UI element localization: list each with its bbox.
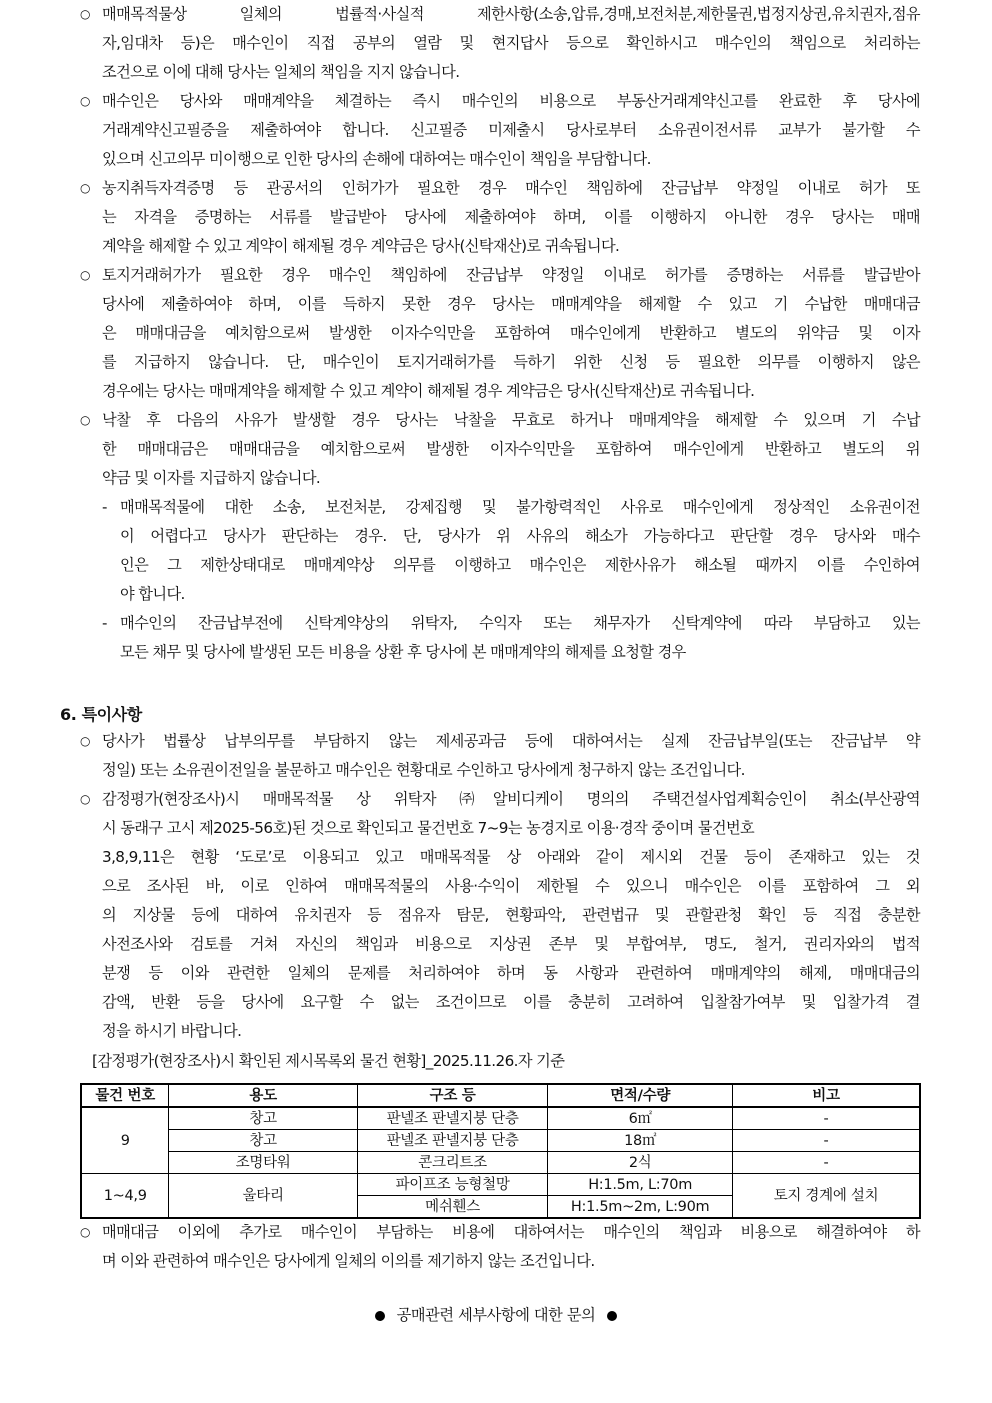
cell-area: H:1.5m~2m, L:90m — [548, 1196, 733, 1219]
header-note: 비고 — [732, 1084, 920, 1107]
condition-item-restrictions — [80, 0, 920, 87]
circle-bullet-icon: ○ — [80, 268, 90, 282]
table-row — [81, 1152, 920, 1174]
table-row — [81, 1174, 920, 1196]
extra-items-table — [80, 1083, 921, 1219]
circle-bullet-icon: ○ — [80, 734, 90, 748]
cell-area: 6㎡ — [548, 1107, 733, 1130]
text-line: 매매목적물상 일체의 법률적·사실적 제한사항(소송,압류,경매,보전처분,제한물권,법정지상권,유치권자,점유 — [102, 5, 920, 23]
text-line: 를 지급하지 않습니다. 단, 매수인이 토지거래허가를 득하기 위한 신청 등 필요한 의무를 이행하지 않은 — [102, 353, 920, 371]
text-line: 조건으로 이에 대해 당사는 일체의 책임을 지지 않습니다. — [102, 63, 460, 81]
text-line: 한 매매대금은 매매대금을 예치함으로써 발생한 이자수익만을 포함하여 매수인에게 반환하고 별도의 위 — [102, 440, 920, 458]
circle-bullet-icon: ○ — [80, 181, 90, 195]
text-line: 사전조사와 검토를 거쳐 자신의 책임과 비용으로 지상권 존부 및 부합여부, 명도, 철거, 권리자와의 법적 — [102, 935, 920, 953]
text-line: 인은 그 제한상태대로 매매계약상 의무를 이행하고 매수인은 제한사유가 해소될 때까지 이를 수인하여 — [120, 556, 920, 574]
cell-area: H:1.5m, L:70m — [548, 1174, 733, 1196]
text-line: 으로 조사된 바, 이로 인하여 매매목적물의 사용·수익이 제한될 수 있으니 매수인은 이를 포함하여 그 외 — [102, 877, 920, 895]
cell-use: 창고 — [169, 1130, 357, 1152]
inquiry-footer — [0, 1304, 992, 1325]
condition-item-land-permit — [80, 261, 920, 406]
header-area: 면적/수량 — [548, 1084, 733, 1107]
table-row — [81, 1107, 920, 1130]
condition-item-transaction-report — [80, 87, 920, 174]
text-line: 매수인은 당사와 매매계약을 체결하는 즉시 매수인의 비용으로 부동산거래계약신고를 완료한 후 당사에 — [102, 92, 920, 110]
cell-note: - — [732, 1107, 920, 1130]
circle-bullet-icon: ○ — [80, 413, 90, 427]
text-line: 며 이와 관련하여 매수인은 당사에게 일체의 이의를 제기하지 않는 조건입니다. — [102, 1252, 595, 1270]
condition-item-bid-invalidation — [80, 406, 920, 493]
section-heading: 6. 특이사항 — [60, 705, 142, 724]
text-line: 은 매매대금을 예치함으로써 발생한 이자수익만을 포함하여 매수인에게 반환하고 별도의 위약금 및 이자 — [102, 324, 920, 342]
sub-item-litigation — [102, 493, 920, 609]
cell-structure: 파이프조 능형철망 — [357, 1174, 547, 1196]
text-line: 매매대금 이외에 추가로 매수인이 부담하는 비용에 대하여서는 매수인의 책임과 비용으로 해결하여야 하 — [102, 1223, 920, 1241]
text-line: 매매목적물에 대한 소송, 보전처분, 강제집행 및 불가항력적인 사유로 매수인에게 정상적인 소유권이전 — [120, 498, 920, 516]
text-line: 는 자격을 증명하는 서류를 발급받아 당사에 제출하여야 하며, 이를 이행하지 아니한 경우 당사는 매매 — [102, 208, 920, 226]
footer-title: 공매관련 세부사항에 대한 문의 — [396, 1306, 596, 1324]
cell-area: 2식 — [548, 1152, 733, 1174]
cell-structure: 콘크리트조 — [357, 1152, 547, 1174]
text-line: 감정평가(현장조사)시 매매목적물 상 위탁자 ㈜알비디케이 명의의 주택건설사업계획승인이 취소(부산광역 — [102, 790, 920, 808]
cell-structure: 판넬조 판넬지붕 단층 — [357, 1130, 547, 1152]
condition-item-farmland-certificate — [80, 174, 920, 261]
cell-note: - — [732, 1130, 920, 1152]
text-line: 야 합니다. — [120, 585, 185, 603]
table-header-row — [81, 1084, 920, 1107]
text-line: 정일) 또는 소유권이전일을 불문하고 매수인은 현황대로 수인하고 당사에게 청구하지 않는 조건입니다. — [102, 761, 745, 779]
bullet-dot-icon — [375, 1311, 385, 1321]
text-line: 3,8,9,11은 현황 ‘도로’로 이용되고 있고 매매목적물 상 아래와 같이 제시외 건물 등이 존재하고 있는 것 — [102, 848, 920, 866]
header-item-no: 물건 번호 — [81, 1084, 169, 1107]
text-line: 모든 채무 및 당사에 발생된 모든 비용을 상환 후 당사에 본 매매계약의 해제를 요청할 경우 — [120, 643, 686, 661]
special-item-appraisal — [80, 785, 920, 1046]
text-line: 당사에 제출하여야 하며, 이를 득하지 못한 경우 당사는 매매계약을 해제할 수 있고 기 수납한 매매대금 — [102, 295, 920, 313]
table-row — [81, 1130, 920, 1152]
cell-use: 조명타워 — [169, 1152, 357, 1174]
text-line: 정을 하시기 바랍니다. — [102, 1022, 242, 1040]
text-line: 농지취득자격증명 등 관공서의 인허가가 필요한 경우 매수인 책임하에 잔금납부 약정일 이내로 허가 또 — [102, 179, 920, 197]
text-line: 낙찰 후 다음의 사유가 발생할 경우 당사는 낙찰을 무효로 하거나 매매계약을 해제할 수 있으며 기 수납 — [102, 411, 920, 429]
cell-item-no: 1~4,9 — [81, 1174, 169, 1219]
text-line: 있으며 신고의무 미이행으로 인한 당사의 손해에 대하여는 매수인이 책임을 부담합니다. — [102, 150, 651, 168]
cell-item-no: 9 — [81, 1107, 169, 1174]
text-line: 감액, 반환 등을 당사에 요구할 수 없는 조건이므로 이를 충분히 고려하여 입찰참가여부 및 입찰가격 결 — [102, 993, 920, 1011]
text-line: 분쟁 등 이와 관련한 일체의 문제를 처리하여야 하며 동 사항과 관련하여 매매계약의 해제, 매매대금의 — [102, 964, 920, 982]
circle-bullet-icon: ○ — [80, 7, 90, 21]
cell-use: 울타리 — [169, 1174, 357, 1219]
text-line: 당사가 법률상 납부의무를 부담하지 않는 제세공과금 등에 대하여서는 실제 잔금납부일(또는 잔금납부 약 — [102, 732, 920, 750]
text-line: 의 지상물 등에 대하여 유치권자 등 점유자 탐문, 현황파악, 관련법규 및 관할관청 확인 등 직접 충분한 — [102, 906, 920, 924]
table-caption: [감정평가(현장조사)시 확인된 제시목록외 물건 현황]_2025.11.26.자 기준 — [92, 1052, 565, 1070]
text-line: 자,임대차 등)은 매수인이 직접 공부의 열람 및 현지답사 등으로 확인하시고 매수인의 책임으로 처리하는 — [102, 34, 920, 52]
text-line: 약금 및 이자를 지급하지 않습니다. — [102, 469, 321, 487]
header-use: 용도 — [169, 1084, 357, 1107]
text-line: 경우에는 당사는 매매계약을 해제할 수 있고 계약이 해제될 경우 계약금은 당사(신탁재산)로 귀속됩니다. — [102, 382, 755, 400]
text-line: 이 어렵다고 당사가 판단하는 경우. 단, 당사가 위 사유의 해소가 가능하다고 판단할 경우 당사와 매수 — [120, 527, 920, 545]
dash-bullet-icon: - — [102, 498, 107, 516]
sub-item-trust-cancellation — [102, 609, 920, 667]
text-line: 계약을 해제할 수 있고 계약이 해제될 경우 계약금은 당사(신탁재산)로 귀속됩니다. — [102, 237, 620, 255]
cell-structure: 메쉬휀스 — [357, 1196, 547, 1219]
circle-bullet-icon: ○ — [80, 94, 90, 108]
cell-note: - — [732, 1152, 920, 1174]
text-line: 거래계약신고필증을 제출하여야 합니다. 신고필증 미제출시 당사로부터 소유권이전서류 교부가 불가할 수 — [102, 121, 920, 139]
text-line: 매수인의 잔금납부전에 신탁계약상의 위탁자, 수익자 또는 채무자가 신탁계약에 따라 부담하고 있는 — [120, 614, 920, 632]
circle-bullet-icon: ○ — [80, 1225, 90, 1239]
bullet-dot-icon — [607, 1311, 617, 1321]
header-structure: 구조 등 — [357, 1084, 547, 1107]
dash-bullet-icon: - — [102, 614, 107, 632]
special-item-additional-costs — [80, 1218, 920, 1276]
cell-use: 창고 — [169, 1107, 357, 1130]
cell-note: 토지 경계에 설치 — [732, 1174, 920, 1219]
text-line: 시 동래구 고시 제2025-56호)된 것으로 확인되고 물건번호 7~9는 농경지로 이용·경작 중이며 물건번호 — [102, 819, 755, 837]
circle-bullet-icon: ○ — [80, 792, 90, 806]
cell-area: 18㎡ — [548, 1130, 733, 1152]
text-line: 토지거래허가가 필요한 경우 매수인 책임하에 잔금납부 약정일 이내로 허가를 증명하는 서류를 발급받아 — [102, 266, 920, 284]
special-item-taxes — [80, 727, 920, 785]
cell-structure: 판넬조 판넬지붕 단층 — [357, 1107, 547, 1130]
